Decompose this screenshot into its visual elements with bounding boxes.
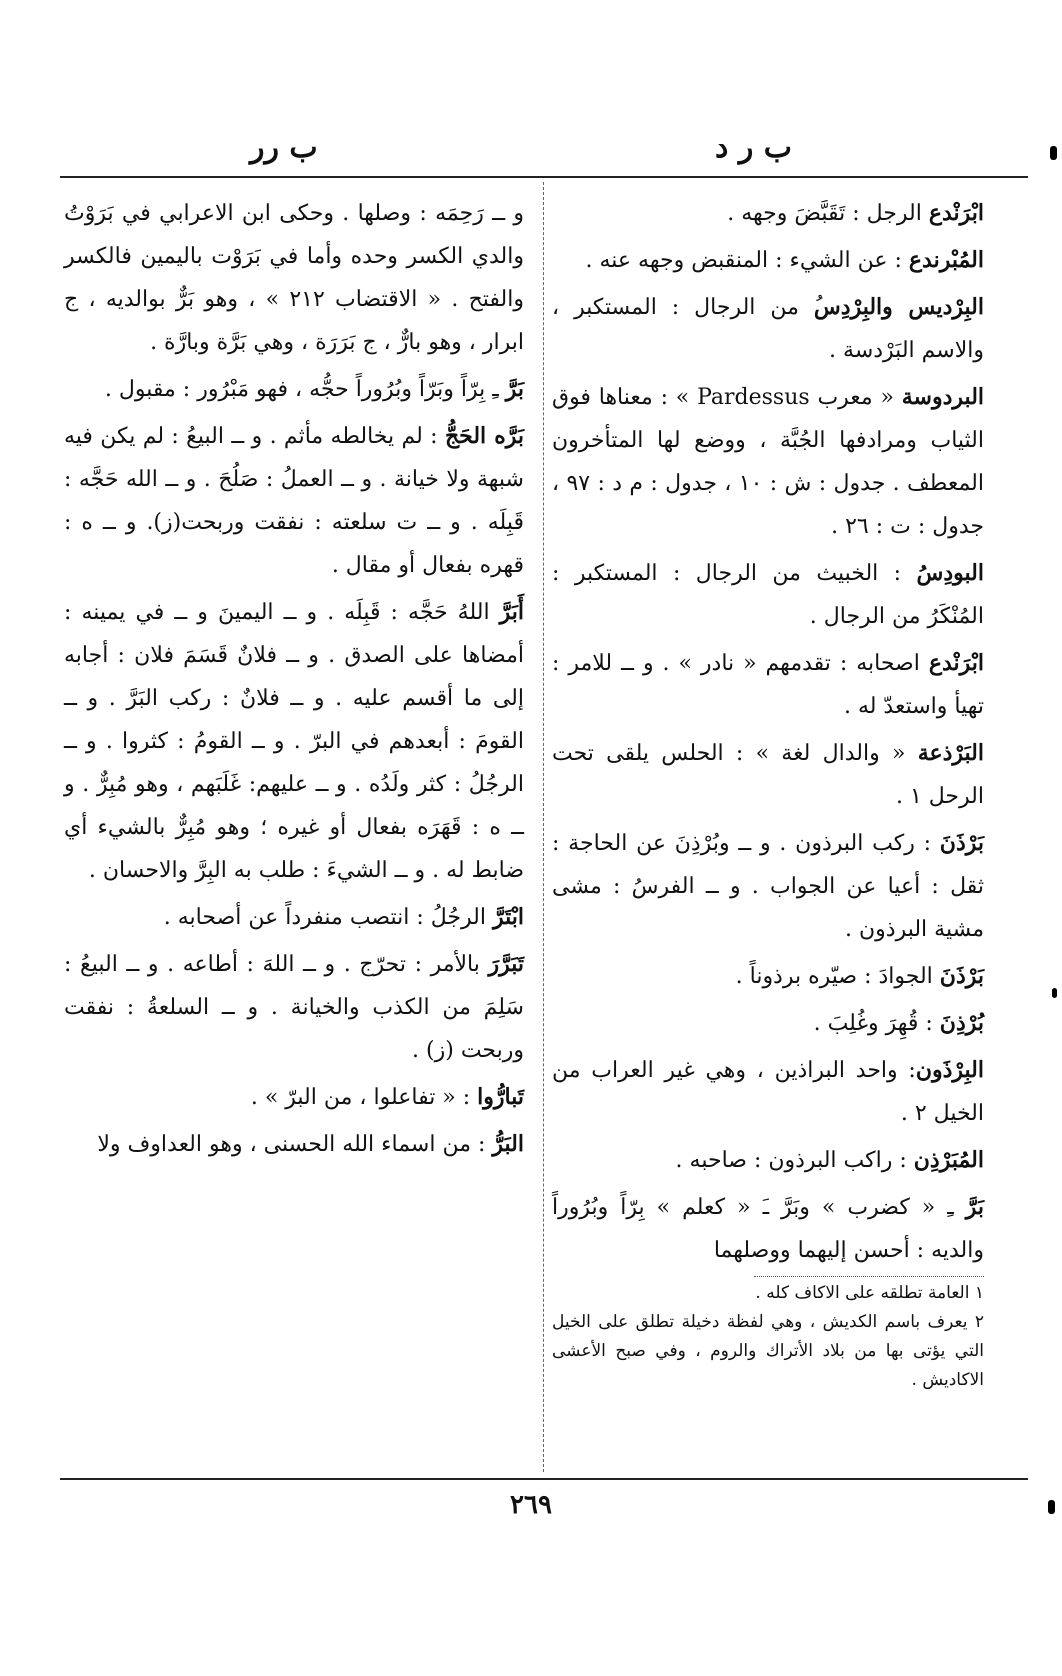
- definition: : واحد البراذين ، وهي غير العراب من الخيل ٢ .: [552, 1058, 984, 1126]
- dictionary-entry: [64, 368, 524, 411]
- headword: بَرَّ: [965, 1194, 984, 1220]
- definition: : من اسماء الله الحسنى ، وهو العداوف ولا: [97, 1132, 493, 1157]
- headword: أَبَرَّ: [499, 599, 524, 625]
- definition: : عن الشيء : المنقبض وجهه عنه .: [585, 248, 909, 273]
- dictionary-entry: [552, 1186, 984, 1272]
- footnote: ١ العامة تطلقه على الاكاف كله .: [755, 1283, 984, 1303]
- headword: بُرْذِنَ: [939, 1010, 984, 1036]
- margin-mark: [1052, 988, 1057, 998]
- headword: تَبَرَّرَ: [488, 951, 524, 977]
- dictionary-entry: [64, 591, 524, 892]
- headword: البَرُّ: [492, 1131, 524, 1157]
- definition: : ركب البرذون . و ــ وبُرْذِنَ عن الحاجة : ثقل : أعيا عن الجواب . و ــ الفرسُ : مشى مشية البرذون .: [552, 831, 984, 942]
- headword: البِرْديس والبِرْدِس: [813, 294, 984, 320]
- headword: ابْتَرَّ: [492, 904, 524, 930]
- headword: بَرَّه الحَجُّ: [444, 423, 524, 449]
- definition: : « تفاعلوا ، من البرّ » .: [250, 1085, 478, 1110]
- dictionary-entry: [552, 732, 984, 818]
- headword: المُبْرندع: [908, 247, 984, 273]
- running-head-right: ب ر د: [715, 130, 792, 165]
- right-column: [552, 192, 984, 1395]
- definition: : راكب البرذون : صاحبه .: [675, 1148, 914, 1173]
- dictionary-entry: [64, 896, 524, 939]
- definition: : قُهِرَ وغُلِبَ .: [813, 1011, 940, 1036]
- dictionary-entry: [552, 1002, 984, 1045]
- headword: ابْرَنْدع: [928, 650, 984, 676]
- headword: البردوسة: [901, 384, 985, 410]
- definition: : لم يخالطه مأثم . و ــ البيعُ : لم يكن فيه شبهة ولا خيانة . و ــ العملُ : صَلُحَ . و ــ الله حَجَّه : قَبِلَه . و ــ ت سلعته : نفقت وربحت(ز). و ــ ه : قهره بفعال أو مقال .: [64, 424, 524, 578]
- dictionary-entry: [64, 415, 524, 587]
- dictionary-entry: [552, 192, 984, 235]
- headword: بَرْذَنَ: [939, 963, 984, 989]
- header-rule: [60, 176, 1028, 178]
- definition: : الخبيث من الرجال : المستكبر : المُنْكَرُ من الرجال .: [552, 561, 984, 629]
- left-column: [64, 192, 524, 1170]
- headword: البودِسُ: [916, 560, 984, 586]
- page-number: ٢٦٩: [510, 1490, 552, 1520]
- definition: ـِ « كضرب » وبَرَّ ـَ « كعلم » بِرّاً وبُرُوراً والديه : أحسن إليهما ووصلهما: [552, 1195, 984, 1263]
- definition: الجوادَ : صيّره برذوناً .: [735, 964, 940, 989]
- definition: ـِ بِرّاً وبَرّاً وبُرُوراً حجُّه ، فهو مَبْرُور : مقبول .: [104, 377, 506, 402]
- headword: البِرْذَون: [915, 1057, 984, 1083]
- dictionary-entry: [552, 552, 984, 638]
- definition: الرجُلُ : انتصب منفرداً عن أصحابه .: [163, 905, 493, 930]
- footer-rule: [60, 1478, 1028, 1480]
- dictionary-entry: [552, 376, 984, 548]
- definition: « والدال لغة » : الحلس يلقى تحت الرحل ١ .: [552, 741, 984, 809]
- definition: ُ من الرجال : المستكبر ، والاسم البَرْدسة .: [552, 295, 984, 363]
- dictionary-entry: [64, 1076, 524, 1119]
- dictionary-entry: [64, 1123, 524, 1166]
- headword: بَرَّ: [505, 376, 524, 402]
- dictionary-entry: [552, 286, 984, 372]
- dictionary-entry: [552, 1049, 984, 1135]
- dictionary-entry: [552, 642, 984, 728]
- definition: الرجل : تَقَبَّضَ وجهه .: [727, 201, 929, 226]
- column-divider: [543, 182, 544, 1472]
- definition: بالأمر : تحرّج . و ــ اللهَ : أطاعه . و ــ البيعُ : سَلِمَ من الكذب والخيانة . و ــ السلعةُ : نفقت وربحت (ز) .: [64, 952, 524, 1063]
- definition: و ــ رَحِمَه : وصلها . وحكى ابن الاعرابي في بَرَوْتُ والدي الكسر وحده وأما في بَرَوْت باليمين فالكسر والفتح . « الاقتضاب ٢١٢ » ، وهو بَرٌّ بوالديه ، ج ابرار ، وهو بارٌّ ، ج بَرَرَة ، وهي بَرَّة وبارَّة .: [64, 201, 525, 355]
- definition: اللهُ حَجَّه : قَبِلَه . و ــ اليمينَ و ــ في يمينه : أمضاها على الصدق . و ــ فلانٌ قَسَمَ فلان : أجابه إلى ما أقسم عليه . و ــ فلانٌ : ركب البَرَّ . و ــ القومَ : أبعدهم في البرّ . و ــ القومُ : كثروا . و ــ الرجُلُ : كثر ولَدُه . و ــ عليهم: غَلَبَهم ، وهو مُبِرٌّ . و ــ ه : قَهَرَه بفعال أو غيره ؛ وهو مُبِرٌّ بالشيء أي ضابط له . و ــ الشيءَ : طلب به البِرَّ والاحسان .: [64, 600, 524, 883]
- headword: تَبارُّوا: [477, 1084, 524, 1110]
- margin-mark: [1050, 146, 1057, 160]
- dictionary-entry: [552, 1139, 984, 1182]
- dictionary-entry: [64, 192, 524, 364]
- footnote: ٢ يعرف باسم الكديش ، وهي لفظة دخيلة تطلق على الخيل التي يؤتى بها من بلاد الأتراك والروم ، وفي صبح الأعشى الاكاديش .: [552, 1312, 984, 1390]
- headword: البَرْذعة: [917, 740, 984, 766]
- definition: « معرب Pardessus » : معناها فوق الثياب ومرادفها الجُبَّة ، ووضع لها المتأخرون المعطف . جدول : ش : ١٠ ، جدول : م د : ٩٧ ، جدول : ت : ٢٦ .: [552, 385, 984, 539]
- definition: اصحابه : تقدمهم « نادر » . و ــ للامر : تهيأ واستعدّ له .: [552, 651, 984, 719]
- dictionary-entry: [552, 822, 984, 951]
- footnote-separator: [754, 1276, 984, 1277]
- headword: بَرْذَنَ: [939, 830, 984, 856]
- dictionary-entry: [64, 943, 524, 1072]
- dictionary-entry: [552, 955, 984, 998]
- running-head-left: ب رر: [250, 130, 318, 165]
- dictionary-entry: [552, 239, 984, 282]
- headword: المُبَرْذِن: [913, 1147, 984, 1173]
- headword: ابْرَنْدع: [928, 200, 984, 226]
